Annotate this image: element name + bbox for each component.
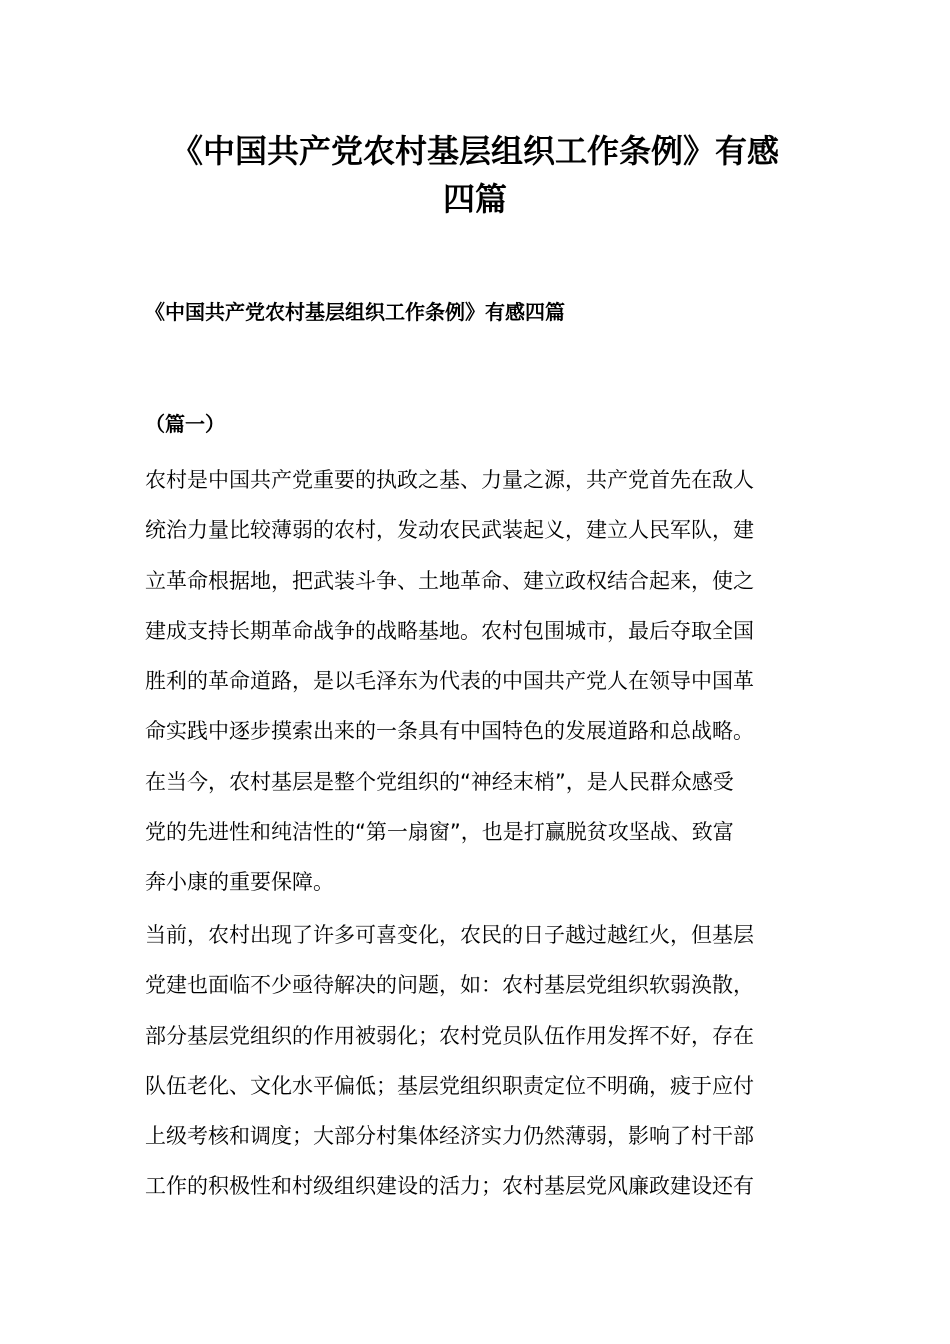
text-line: 上级考核和调度；大部分村集体经济实力仍然薄弱，影响了村干部 (145, 1124, 754, 1149)
title-line: 四篇 (442, 180, 507, 218)
paragraph-1 (145, 455, 805, 908)
text-line: 农村是中国共产党重要的执政之基、力量之源，共产党首先在敌人 (145, 468, 754, 492)
text-line: 党的先进性和纯洁性的“第一扇窗”，也是打赢脱贫攻坚战、致富 (145, 820, 734, 845)
text-line: 胜利的革命道路，是以毛泽东为代表的中国共产党人在领导中国革 (145, 669, 754, 694)
text-line: 统治力量比较薄弱的农村，发动农民武装起义，建立人民军队，建 (145, 518, 754, 543)
document-title (140, 127, 810, 223)
text-line: 在当今，农村基层是整个党组织的“神经末梢”，是人民群众感受 (145, 769, 734, 794)
text-line: 奔小康的重要保障。 (145, 870, 334, 895)
text-line: 队伍老化、文化水平偏低；基层党组织职责定位不明确，疲于应付 (145, 1073, 754, 1098)
text-line: 部分基层党组织的作用被弱化；农村党员队伍作用发挥不好，存在 (145, 1023, 754, 1048)
text-line: 工作的积极性和村级组织建设的活力；农村基层党风廉政建设还有 (145, 1174, 754, 1199)
paragraph-2 (145, 910, 805, 1212)
text-line: 当前，农村出现了许多可喜变化，农民的日子越过越红火，但基层 (145, 923, 754, 947)
text-line: 立革命根据地，把武装斗争、土地革命、建立政权结合起来，使之 (145, 568, 754, 593)
section-heading: （篇一） (145, 412, 225, 436)
title-line: 《中国共产党农村基层组织工作条例》有感 (170, 132, 779, 170)
text-line: 党建也面临不少亟待解决的问题，如：农村基层党组织软弱涣散， (145, 973, 754, 998)
document-subtitle: 《中国共产党农村基层组织工作条例》有感四篇 (145, 300, 565, 324)
text-line: 命实践中逐步摸索出来的一条具有中国特色的发展道路和总战略。 (145, 719, 754, 744)
text-line: 建成支持长期革命战争的战略基地。农村包围城市，最后夺取全国 (145, 618, 754, 643)
